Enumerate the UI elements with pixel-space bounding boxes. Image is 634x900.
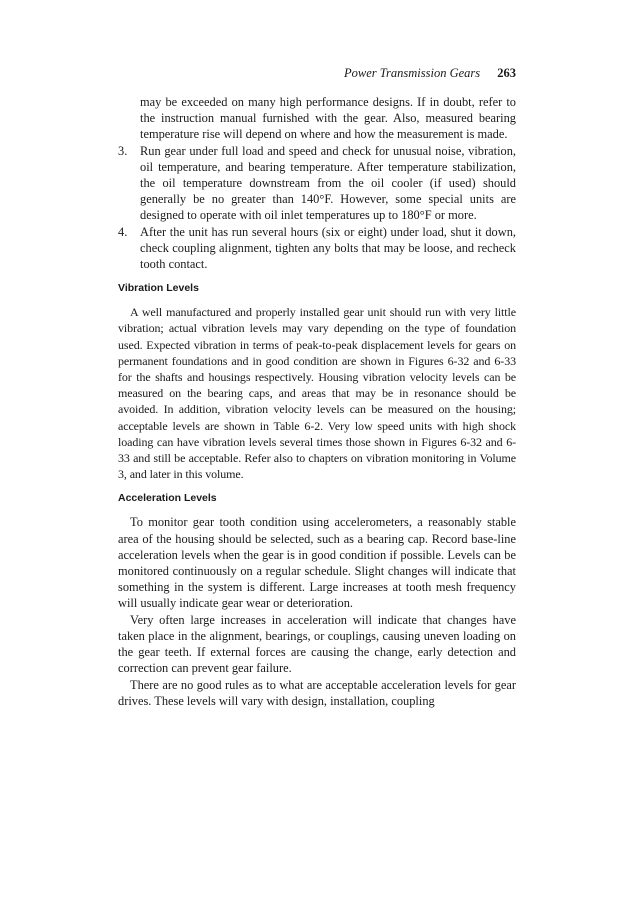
- continued-list-text: may be exceeded on many high performance designs. If in doubt, refer to the instruction manual furnished with the gear. Also, measured bearing temperature rise will depend on where and how the measurement is made.: [140, 95, 516, 142]
- list-item: [118, 143, 516, 224]
- paragraph: Very often large increases in acceleration will indicate that changes have taken place in the alignment, bearings, or couplings, causing uneven loading on the gear teeth. If external forces are causing the change, early detection and correction can prevent gear failure.: [118, 612, 516, 676]
- page-number: 263: [497, 66, 516, 80]
- paragraph: A well manufactured and properly installed gear unit should run with very little vibration; actual vibration levels may vary depending on the type of foundation used. Expected vibration in terms of peak-to-peak displacement levels for gears on permanent foundations and in good condition are shown in Figures 6-32 and 6-33 for the shafts and housings respectively. Housing vibration velocity levels can be measured on the bearing caps, and areas that may be in resonance should be avoided. In addition, vibration velocity levels can be measured on the housing; acceptable levels are shown in Table 6-2. Very low speed units with high shock loading can have vibration levels several times those shown in Figures 6-32 and 6-33 and still be acceptable. Refer also to chapters on vibration monitoring in Volume 3, and later in this volume.: [118, 305, 516, 482]
- list-item: [118, 224, 516, 273]
- list-item-number: 4.: [118, 224, 128, 239]
- body-text: [118, 94, 516, 709]
- list-item-text: Run gear under full load and speed and check for unusual noise, vibration, oil temperature, and bearing temperature. After temperature stabilization, the oil temperature downstream from the oil cooler (if used) should generally be no greater than 140°F. However, some special units are designed to operate with oil inlet temperatures up to 180°F or more.: [140, 143, 516, 223]
- running-header: [344, 66, 516, 81]
- section-heading-vibration: Vibration Levels: [118, 282, 199, 295]
- paragraph: There are no good rules as to what are acceptable acceleration levels for gear drives. These levels will vary with design, installation, coupling: [118, 677, 516, 708]
- paragraph: To monitor gear tooth condition using accelerometers, a reasonably stable area of the housing should be selected, such as a bearing cap. Record base-line acceleration levels when the gear is in good condition if possible. Levels can be monitored continuously on a regular schedule. Slight changes will indicate that something in the system is different. Large increases at tooth mesh frequency will usually indicate gear wear or deterioration.: [118, 515, 516, 611]
- running-header-title: Power Transmission Gears: [343, 66, 481, 80]
- section-heading-acceleration: Acceleration Levels: [118, 492, 217, 505]
- list-item-number: 3.: [118, 143, 128, 158]
- list-item-text: After the unit has run several hours (six or eight) under load, shut it down, check coupling alignment, tighten any bolts that may be loose, and recheck tooth contact.: [140, 224, 516, 272]
